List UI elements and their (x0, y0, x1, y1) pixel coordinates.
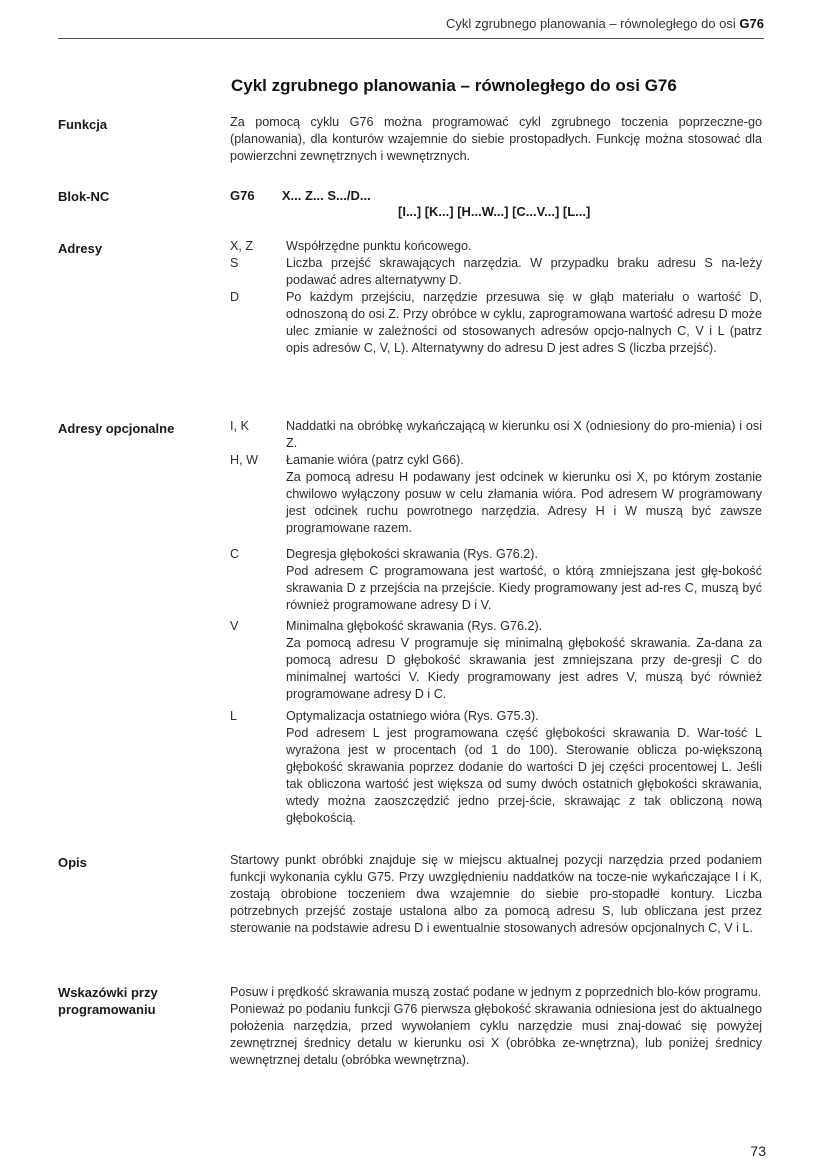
address-key: C (230, 547, 240, 561)
nc-block-line2: [I...] [K...] [H...W...] [C...V...] [L...] (398, 204, 591, 219)
page-number: 73 (750, 1143, 766, 1159)
address-key: S (230, 256, 239, 270)
section-label-opis: Opis (58, 855, 87, 870)
address-key: H, W (230, 453, 258, 467)
page-title: Cykl zgrubnego planowania – równoległego do osi G76 (231, 76, 677, 95)
address-desc: Liczba przejść skrawających narzędzia. W przypadku braku adresu S na-leży podawać adres alternatywny D. (286, 256, 762, 287)
address-desc: Łamanie wióra (patrz cykl G66). Za pomocą adresu H podawany jest odcinek w kierunku osi X, po którym zostanie chwilowo wyłączony posuw w celu złamania wióra. Pod adresem W programowany jest odcinek ruchu powrotnego narzędzia. Adresy H i W muszą być zawsze programowane razem. (286, 453, 762, 535)
section-label-adresy: Adresy (58, 241, 103, 256)
address-key: D (230, 290, 240, 304)
nc-block-args: X... Z... S.../D... (281, 188, 371, 203)
address-desc: Optymalizacja ostatniego wióra (Rys. G75.3). Pod adresem L jest programowana część głębokości skrawania D. War-tość L wyrażona jest w procentach (od 1 do 100). Sterowanie oblicza po-większoną głębokość skrawania poprzez dodanie do wartości D jej części procentowej L. Jeśli tak obliczona wartość jest większa od sumy dwóch ostatnich głębokości skrawania, wtedy można zaoszczędzić jedno przej-ście, skrawając z tak obliczoną nową głębokością. (286, 709, 762, 825)
address-key: V (230, 619, 239, 633)
address-key: I, K (230, 419, 249, 433)
section-label-blok-nc: Blok-NC (58, 189, 110, 204)
address-key: L (230, 709, 238, 723)
funkcja-text: Za pomocą cyklu G76 można programować cykl zgrubnego toczenia poprzeczne-go (planowania), dla konturów wzajemnie do siebie prostopadłych. Funkcję można stosować dla powierzchni zewnętrznych i wewnętrznych. (230, 115, 762, 163)
running-header-title: Cykl zgrubnego planowania – równoległego do osi (446, 16, 740, 31)
running-header (446, 16, 764, 31)
nc-block-line1 (230, 188, 371, 203)
opis-text: Startowy punkt obróbki znajduje się w miejscu aktualnej pozycji narzędzia przed podaniem funkcji wykonania cyklu G75. Przy uwzględnieniu naddatków na tocze-nie wykańczające I i K, zostają obrobione toczeniem dwa wzajemnie do siebie pro-stopadłe kontury. Liczba potrzebnych przejść zostaje ustalona albo za pomocą adresu S, lub obliczana jest przez sterowanie na podstawie adresu D i ewentualnie stosowanych adresów opcjonalnych C, V i L. (230, 853, 762, 935)
header-divider (58, 38, 764, 39)
wskazowki-paragraph: Ponieważ po podaniu funkcji G76 pierwsza głębokość skrawania odniesiona jest do aktualnego położenia narzędzia, przed wywołaniem cyklu narzędzie musi znaj-dować się powyżej zewnętrznej średnicy detalu w kierunku osi X (obróbka ze-wnętrzna), lub poniżej średnicy wewnętrznej detalu (obróbka wewnętrzna). (230, 1002, 762, 1067)
nc-block-code: G76 (230, 188, 255, 203)
address-desc: Po każdym przejściu, narzędzie przesuwa się w głąb materiału o wartość D, odnoszoną do osi Z. Przy obróbce w cyklu, zaprogramowana wartość adresu D może ulec zmianie w zależności od stosowanych adresów opcjo-nalnych C, V i L (patrz opis adresów C, V, L). Alternatywny do adresu D jest adres S (liczba przejść). (286, 290, 762, 355)
wskazowki-paragraph: Posuw i prędkość skrawania muszą zostać podane w jednym z poprzednich blo-ków programu. (230, 985, 762, 999)
address-desc: Minimalna głębokość skrawania (Rys. G76.2). Za pomocą adresu V programuje się minimalną głębokość skrawania. Za-dana za pomocą adresu D głębokość skrawania jest zmniejszana przy de-gresji C do minimalnej wartości V. Kiedy programowany jest adres V, muszą być również programowane adresy D i C. (286, 619, 762, 701)
running-header-code: G76 (739, 16, 764, 31)
address-desc: Degresja głębokości skrawania (Rys. G76.2). Pod adresem C programowana jest wartość, o którą zmniejszana jest głę-bokość skrawania D z przejścia na przejście. Kiedy programowany jest ad-res C, muszą być również programowane adresy D i V. (286, 547, 762, 612)
wskazowki-text (230, 984, 762, 1069)
section-label-wskazowki: Wskazówki przy programowaniu (58, 985, 158, 1017)
address-desc: Współrzędne punktu końcowego. (286, 239, 472, 253)
section-label-adresy-opcjonalne: Adresy opcjonalne (58, 421, 175, 436)
address-key: X, Z (230, 239, 254, 253)
section-label-funkcja: Funkcja (58, 117, 108, 132)
address-desc: Naddatki na obróbkę wykańczającą w kierunku osi X (odniesiony do pro-mienia) i osi Z. (286, 419, 762, 450)
